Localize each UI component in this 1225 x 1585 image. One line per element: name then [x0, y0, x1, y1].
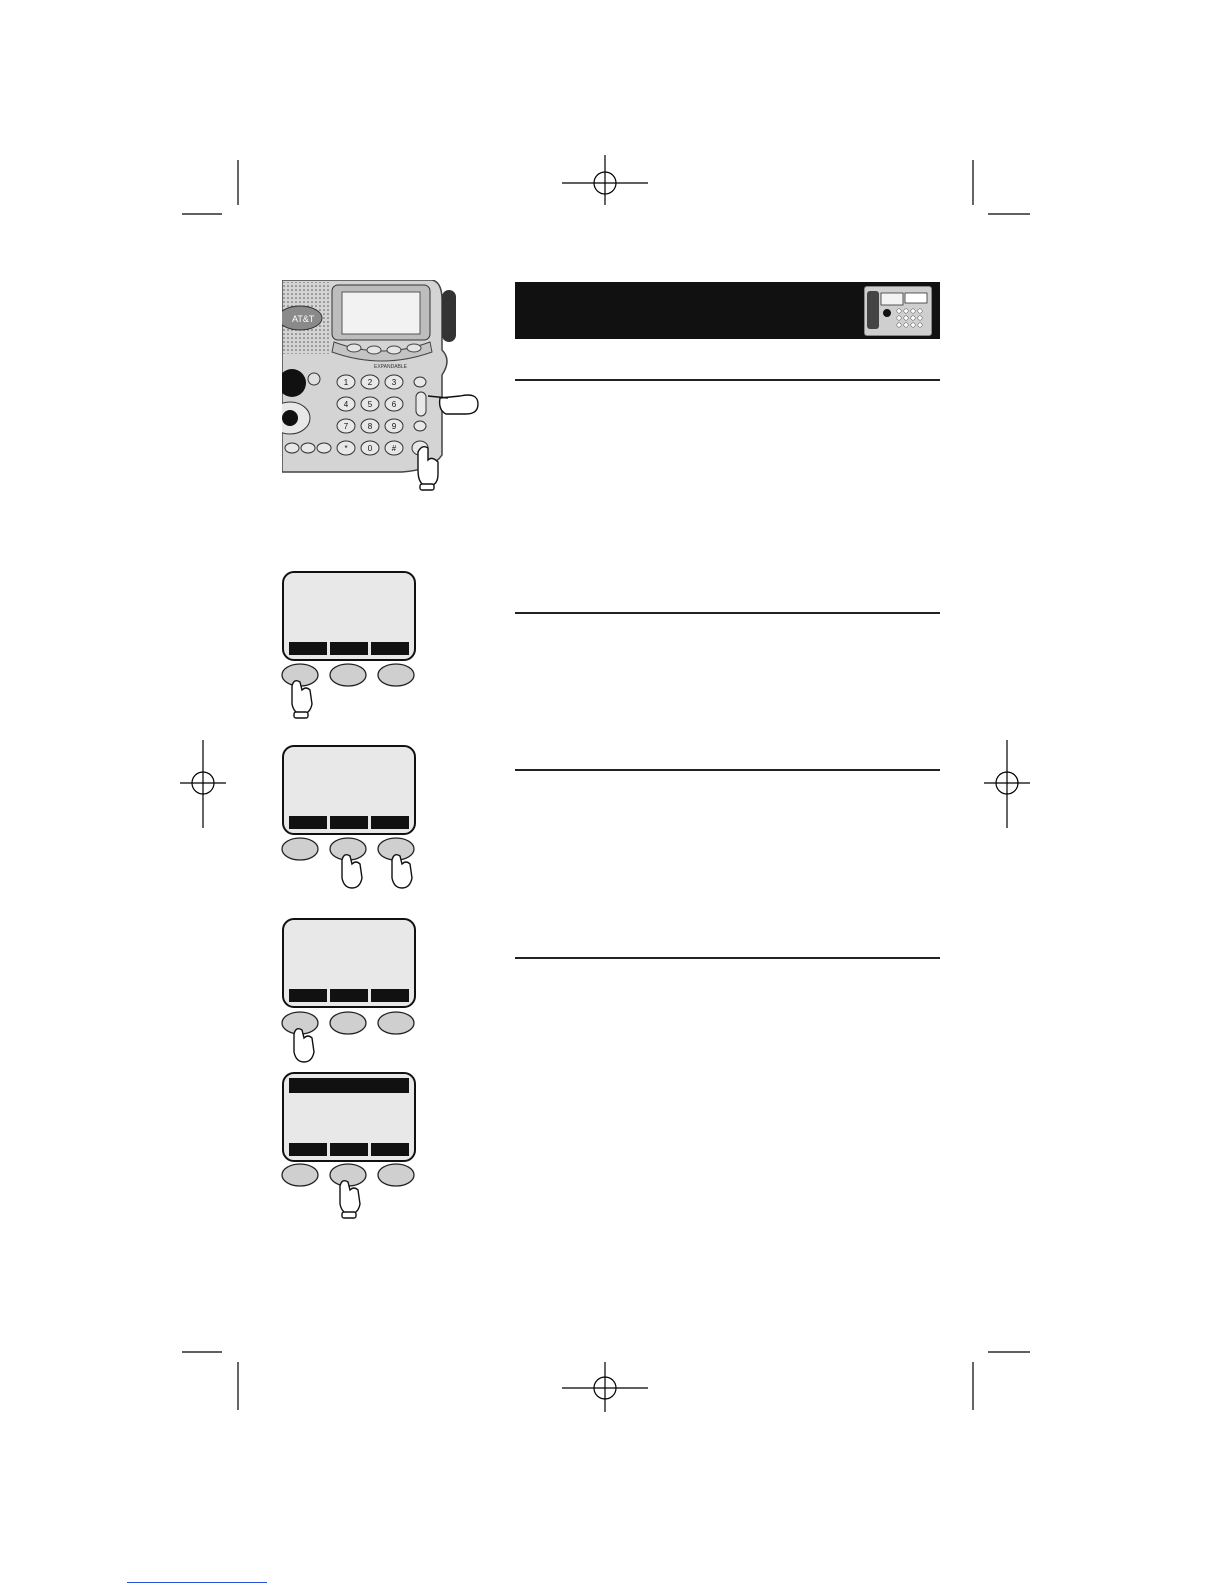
registration-mark-bottom — [562, 1362, 648, 1412]
section-rule-2 — [515, 612, 940, 614]
softkey-label-right — [371, 1143, 409, 1156]
model-strip: EXPANDABLE — [374, 364, 407, 370]
softkey-right — [378, 1164, 414, 1186]
softkey-label-left — [289, 989, 327, 1002]
softkey-labels — [289, 989, 409, 1002]
softkey-label-center — [330, 1143, 368, 1156]
section-rule-4 — [515, 957, 940, 959]
brand-logo: AT&T — [292, 314, 315, 324]
softkey-label-right — [371, 989, 409, 1002]
softkey-labels — [289, 816, 409, 829]
section-header-bar — [515, 282, 940, 339]
softkey-center — [330, 1012, 366, 1034]
handset-screen-2 — [282, 745, 416, 835]
handset-screen-4 — [282, 1072, 416, 1162]
softkey-label-center — [330, 642, 368, 655]
softkey-label-left — [289, 642, 327, 655]
base-unit-illustration — [282, 280, 482, 495]
svg-text:0: 0 — [367, 444, 373, 453]
softkey-labels — [289, 1143, 409, 1156]
softkey-label-center — [330, 989, 368, 1002]
softkey-label-left — [289, 816, 327, 829]
svg-text:#: # — [391, 444, 397, 453]
handset-screen-1 — [282, 571, 416, 661]
softkey-left — [282, 838, 318, 860]
softkey-right — [378, 1012, 414, 1034]
svg-text:6: 6 — [391, 400, 397, 409]
registration-mark-right — [984, 740, 1030, 828]
svg-text:4: 4 — [343, 400, 349, 409]
bottom-underline — [127, 1582, 267, 1583]
svg-text:5: 5 — [367, 400, 373, 409]
softkey-row-2 — [280, 834, 416, 892]
section-rule-3 — [515, 769, 940, 771]
svg-text:9: 9 — [391, 422, 397, 431]
softkey-label-right — [371, 816, 409, 829]
svg-text:3: 3 — [391, 378, 397, 387]
handset-screen-3 — [282, 918, 416, 1008]
svg-text:7: 7 — [343, 422, 349, 431]
svg-text:2: 2 — [367, 378, 373, 387]
softkey-right — [378, 664, 414, 686]
softkey-row-4 — [280, 1160, 416, 1220]
registration-mark-top — [562, 155, 648, 205]
svg-text:*: * — [344, 444, 348, 453]
screen-title-bar — [289, 1078, 409, 1093]
softkey-left — [282, 1164, 318, 1186]
section-rule-1 — [515, 379, 940, 381]
phone-thumbnail-icon — [864, 286, 932, 336]
softkey-center — [330, 664, 366, 686]
softkey-row-1 — [280, 660, 416, 720]
softkey-label-right — [371, 642, 409, 655]
softkey-row-3 — [280, 1008, 416, 1066]
registration-mark-left — [180, 740, 226, 828]
svg-text:8: 8 — [367, 422, 373, 431]
softkey-label-center — [330, 816, 368, 829]
softkey-label-left — [289, 1143, 327, 1156]
svg-text:1: 1 — [343, 378, 349, 387]
softkey-labels — [289, 642, 409, 655]
